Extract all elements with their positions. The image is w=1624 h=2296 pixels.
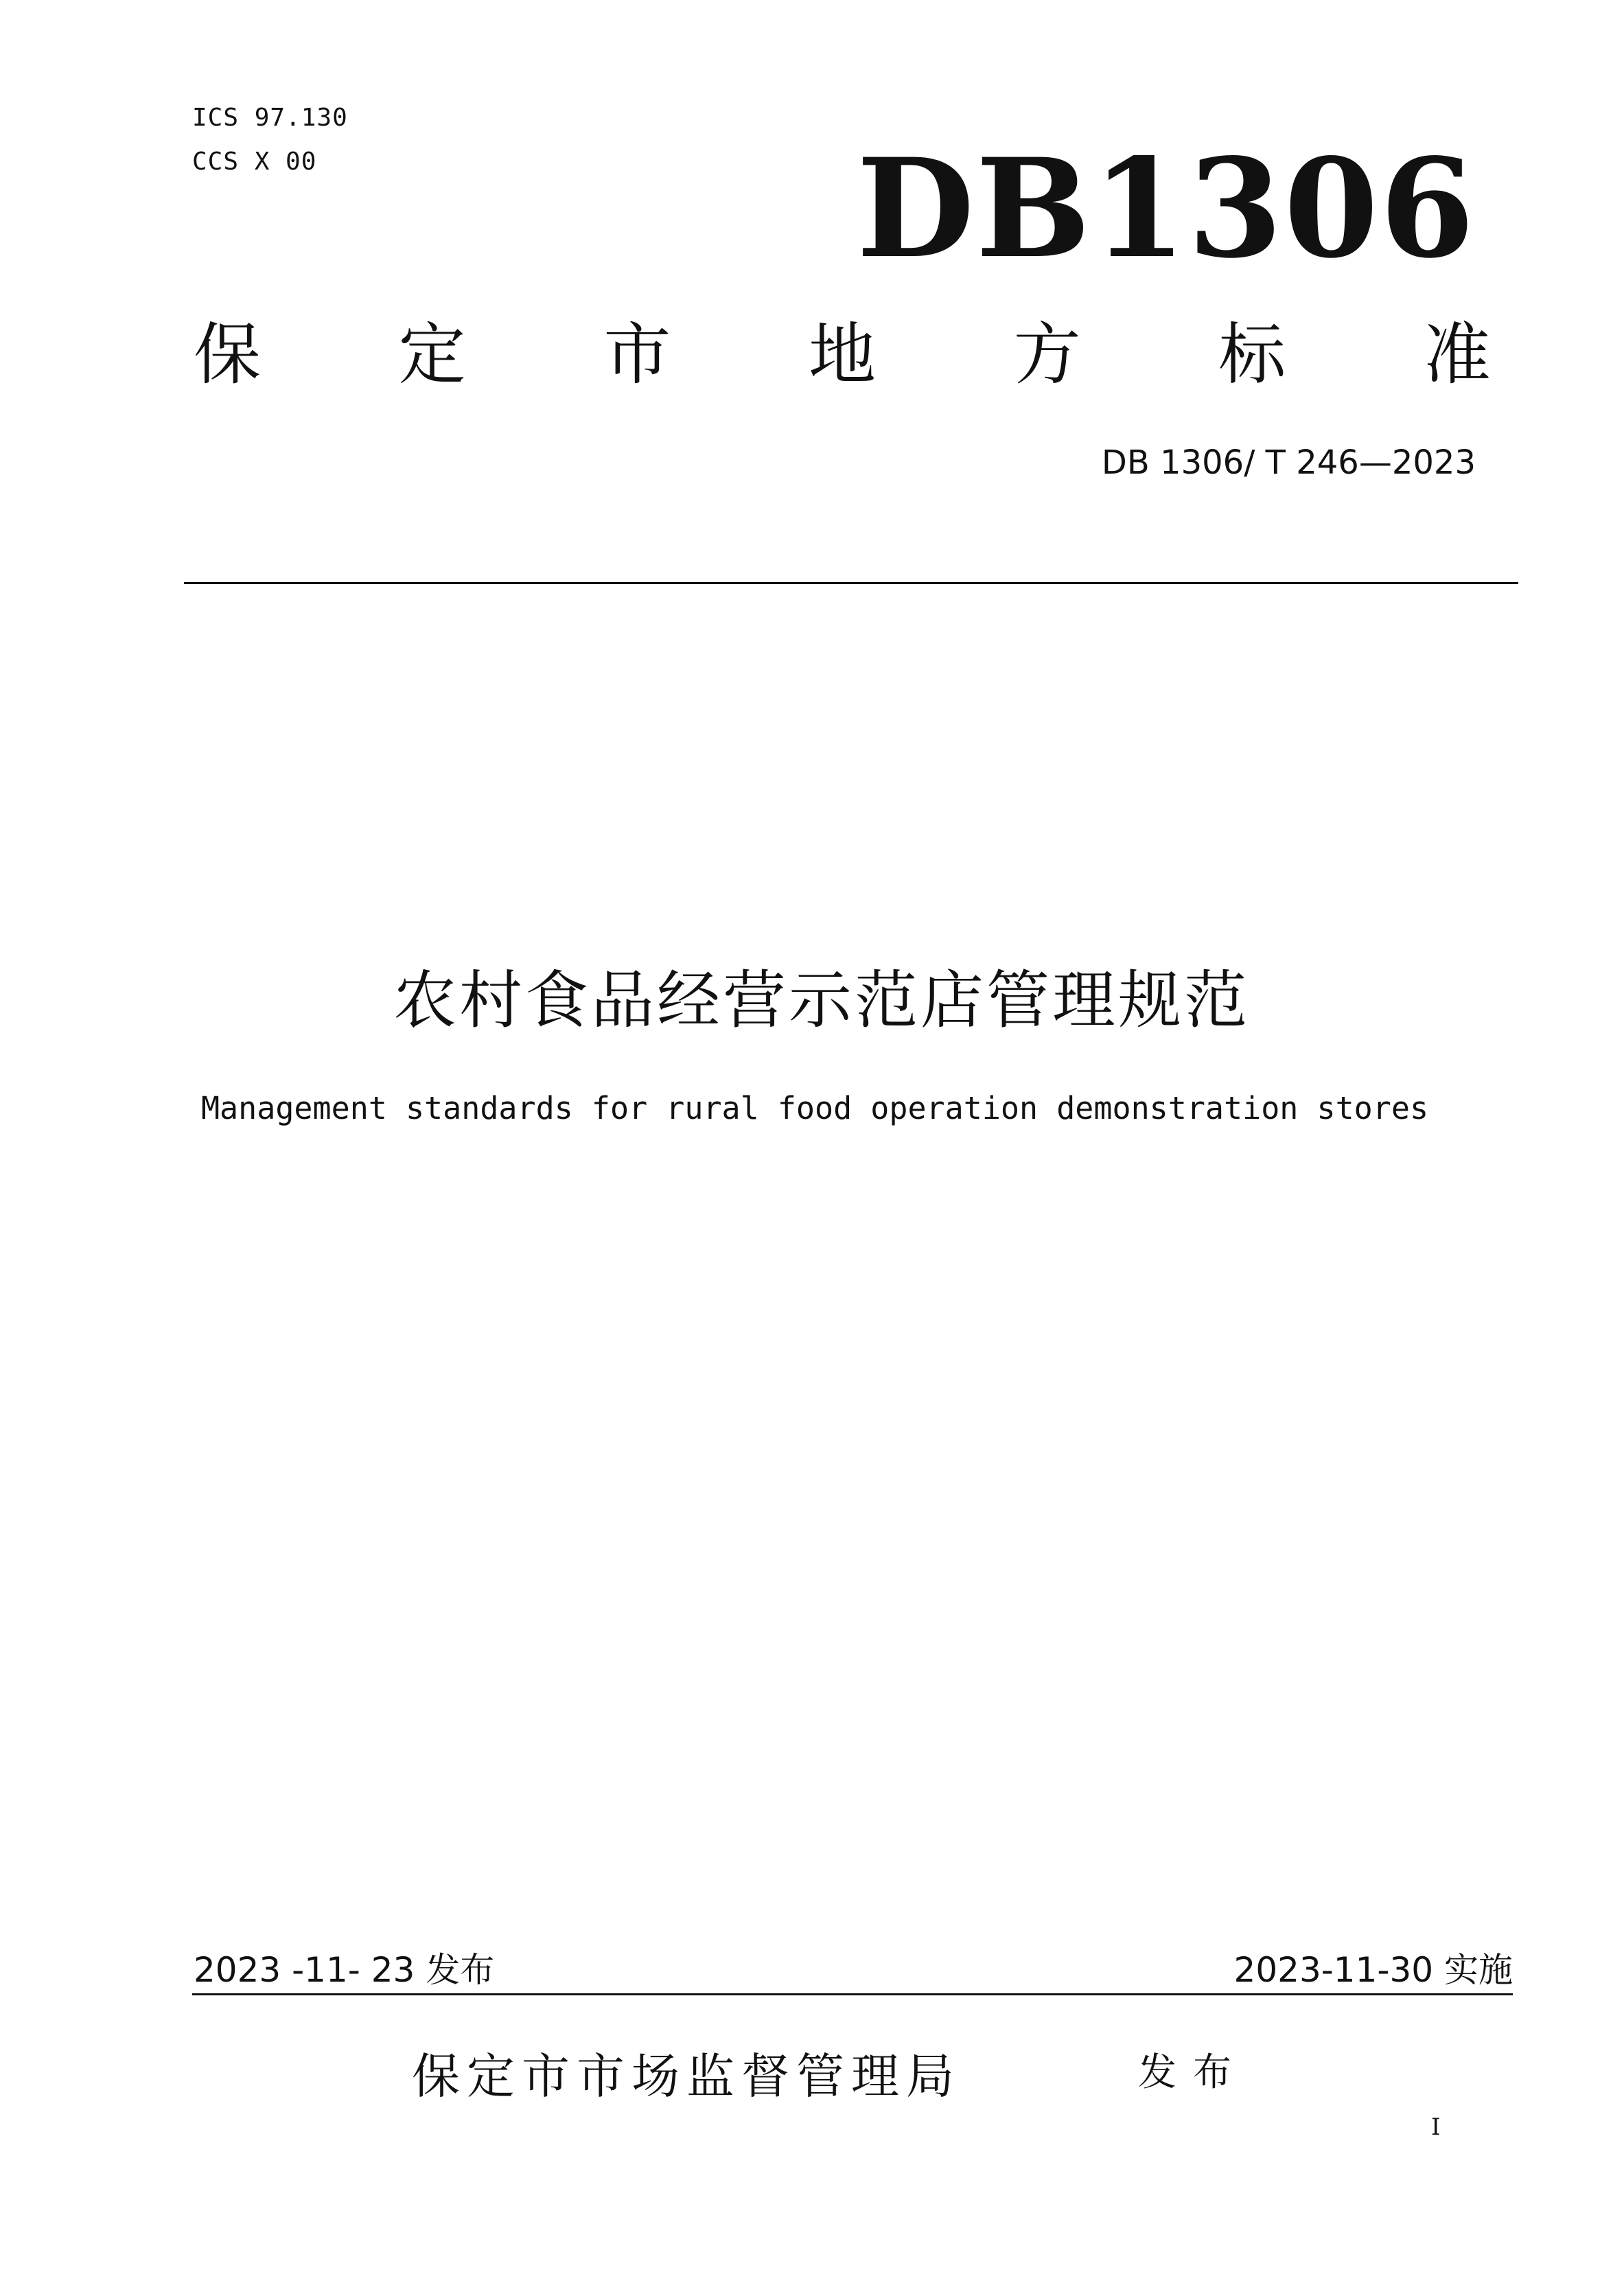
- issue-date: 2023 -11- 23 发布: [194, 1950, 495, 1990]
- issuing-authority-suffix: 发布: [1138, 2050, 1248, 2095]
- standard-number: DB 1306/ T 246—2023: [1101, 443, 1476, 482]
- standard-type-char: 定: [398, 316, 466, 394]
- document-title-chinese: 农村食品经营示范店管理规范: [393, 964, 1250, 1037]
- header-divider: [184, 582, 1518, 584]
- db-standard-logo: DB1306: [856, 128, 1476, 288]
- standard-type-char: 市: [603, 316, 671, 394]
- implementation-date: 2023-11-30 实施: [1233, 1950, 1513, 1990]
- standard-type-char: 标: [1218, 316, 1286, 394]
- ccs-code: CCS X 00: [192, 148, 317, 176]
- issuing-authority: 保定市市场监督管理局: [412, 2048, 961, 2104]
- standard-type-char: 方: [1013, 316, 1081, 394]
- standard-type-char: 准: [1423, 316, 1491, 394]
- ics-code: ICS 97.130: [192, 104, 348, 132]
- standard-type-char: 保: [194, 316, 262, 394]
- footer-divider: [192, 1993, 1513, 1995]
- standard-type-char: 地: [808, 316, 876, 394]
- page-number: I: [1431, 2113, 1441, 2141]
- document-title-english: Management standards for rural food operation demonstration stores: [200, 1090, 1429, 1126]
- standard-type-heading: [194, 316, 1491, 394]
